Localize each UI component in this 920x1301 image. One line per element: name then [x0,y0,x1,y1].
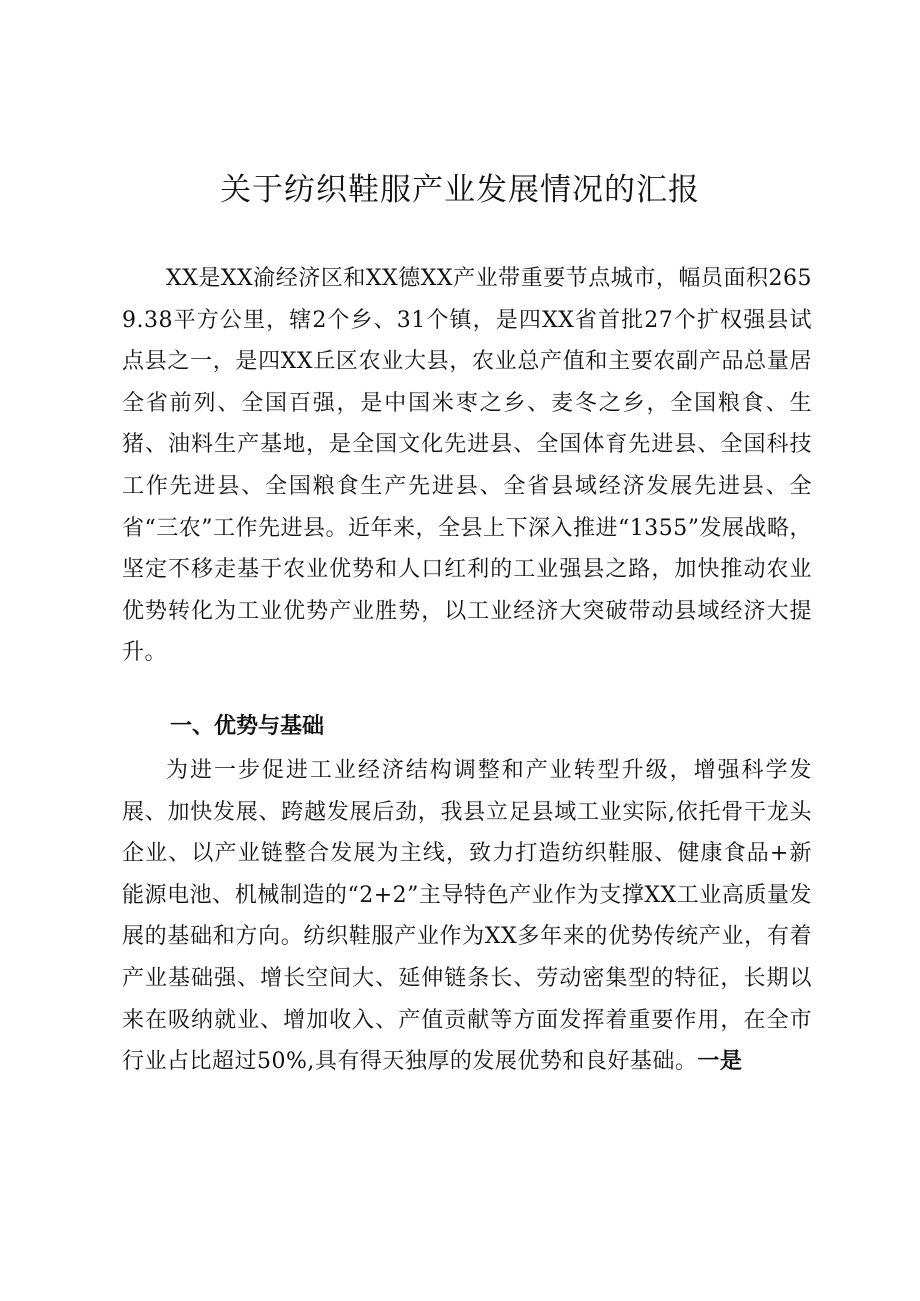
advantages-paragraph [122,750,812,1083]
advantages-paragraph-text: 为进一步促进工业经济结构调整和产业转型升级，增强科学发展、加快发展、跨越发展后劲，我县立足县域工业实际,依托骨干龙头企业、以产业链整合发展为主线，致力打造纺织鞋服、健康食品+新能源电池、机械制造的“2+2”主导特色产业作为支撑XX工业高质量发展的基础和方向。纺织鞋服产业作为XX多年来的优势传统产业，有着产业基础强、增长空间大、延伸链条长、劳动密集型的特征，长期以来在吸纳就业、增加收入、产值贡献等方面发挥着重要作用，在全市行业占比超过50%,具有得天独厚的发展优势和良好基础。 [122,758,812,1075]
advantages-paragraph-bold-tail: 一是 [697,1048,743,1075]
section-heading-advantages: 一、优势与基础 [170,714,325,739]
intro-paragraph: XX是XX渝经济区和XX德XX产业带重要节点城市，幅员面积2659.38平方公里，辖2个乡、31个镇，是四XX省首批27个扩权强县试点县之一，是四XX丘区农业大县，农业总产值和主要农副产品总量居全省前列、全国百强，是中国米枣之乡、麦冬之乡，全国粮食、生猪、油料生产基地，是全国文化先进县、全国体育先进县、全国科技工作先进县、全国粮食生产先进县、全省县域经济发展先进县、全省“三农”工作先进县。近年来，全县上下深入推进“1355”发展战略，坚定不移走基于农业优势和人口红利的工业强县之路，加快推动农业优势转化为工业优势产业胜势，以工业经济大突破带动县域经济大提升。 [122,266,812,666]
document-title: 关于纺织鞋服产业发展情况的汇报 [220,172,700,208]
